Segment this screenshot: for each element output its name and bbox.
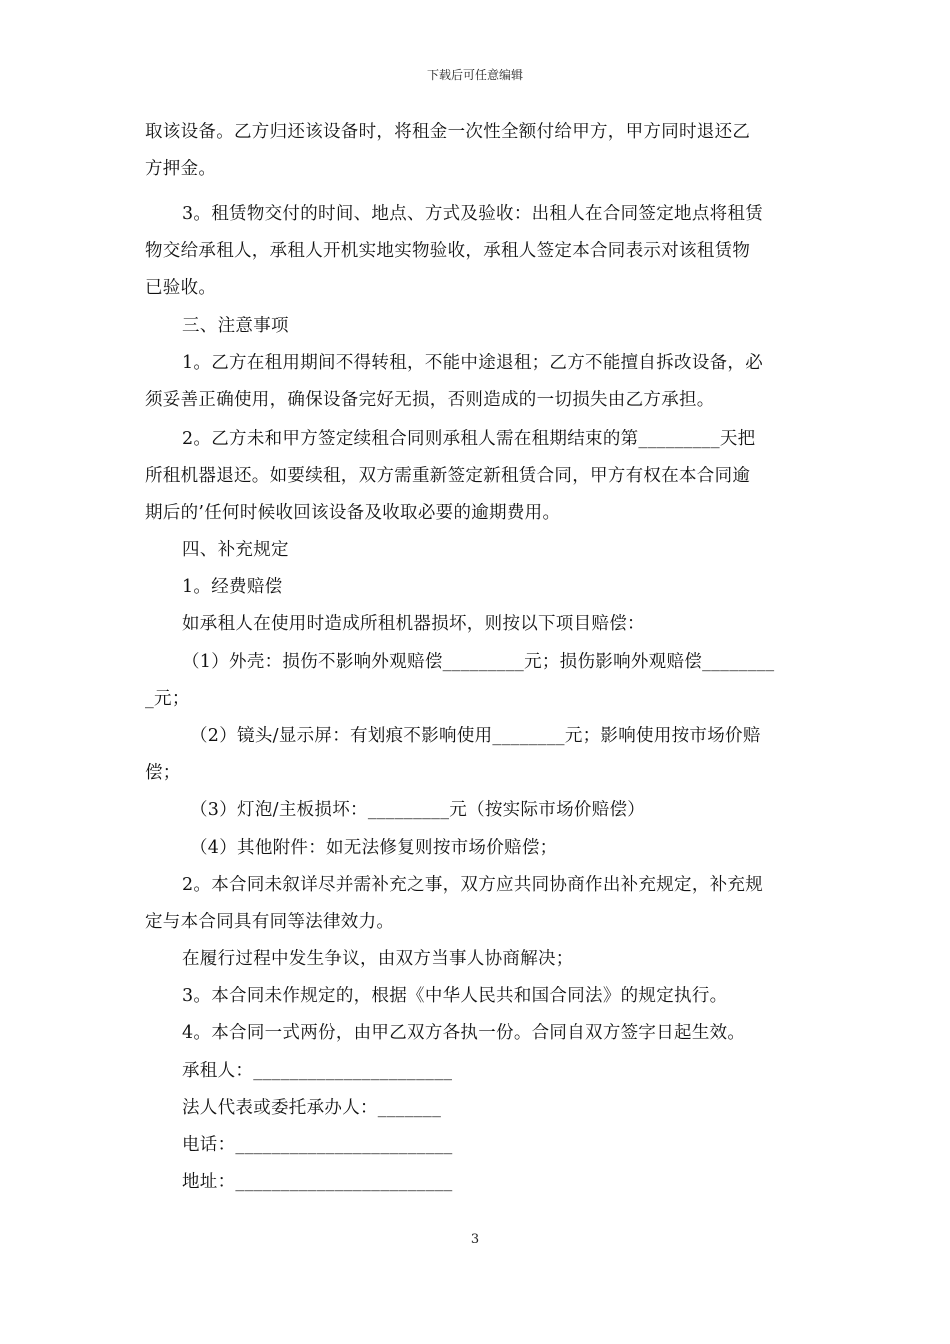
paragraph-line: 期后的’任何时候收回该设备及收取必要的逾期费用。 bbox=[145, 503, 561, 523]
compensation-item: 偿； bbox=[145, 763, 181, 783]
signature-representative-field: 法人代表或委托承办人：_______ bbox=[182, 1098, 442, 1118]
compensation-item: （4）其他附件：如无法修复则按市场价赔偿； bbox=[190, 838, 558, 858]
compensation-item: （3）灯泡/主板损坏：_________元（按实际市场价赔偿） bbox=[190, 800, 646, 820]
page-header: 下载后可任意编辑 bbox=[426, 68, 523, 82]
paragraph-line: 3。本合同未作规定的，根据《中华人民共和国合同法》的规定执行。 bbox=[182, 986, 728, 1006]
signature-lessee-field: 承租人：______________________ bbox=[182, 1061, 453, 1081]
paragraph-line: 2。乙方未和甲方签定续租合同则承租人需在租期结束的第_________天把 bbox=[182, 429, 756, 449]
paragraph-line: 须妥善正确使用，确保设备完好无损，否则造成的一切损失由乙方承担。 bbox=[145, 390, 715, 410]
paragraph-line: 1。乙方在租用期间不得转租，不能中途退租；乙方不能擅自拆改设备，必 bbox=[182, 353, 764, 373]
paragraph-line: 已验收。 bbox=[145, 278, 217, 298]
subsection-heading: 1。经费赔偿 bbox=[182, 577, 283, 597]
section-heading: 三、注意事项 bbox=[182, 316, 289, 336]
section-heading: 四、补充规定 bbox=[182, 540, 289, 560]
page-number: 3 bbox=[470, 1232, 480, 1247]
paragraph-line: 如承租人在使用时造成所租机器损坏，则按以下项目赔偿： bbox=[182, 614, 645, 634]
paragraph-line: 定与本合同具有同等法律效力。 bbox=[145, 912, 395, 932]
compensation-item: （2）镜头/显示屏：有划痕不影响使用________元；影响使用按市场价赔 bbox=[190, 726, 761, 746]
paragraph-line: 取该设备。乙方归还该设备时，将租金一次性全额付给甲方，甲方同时退还乙 bbox=[145, 122, 751, 142]
paragraph-line: 3。租赁物交付的时间、地点、方式及验收：出租人在合同签定地点将租赁 bbox=[182, 204, 764, 224]
compensation-item: （1）外壳：损伤不影响外观赔偿_________元；损伤影响外观赔偿________ bbox=[182, 652, 775, 672]
paragraph-line: 2。本合同未叙详尽并需补充之事，双方应共同协商作出补充规定，补充规 bbox=[182, 875, 764, 895]
paragraph-line: 物交给承租人，承租人开机实地实物验收，承租人签定本合同表示对该租赁物 bbox=[145, 241, 751, 261]
paragraph-line: 4。本合同一式两份，由甲乙双方各执一份。合同自双方签字日起生效。 bbox=[182, 1023, 746, 1043]
paragraph-line: 在履行过程中发生争议，由双方当事人协商解决； bbox=[182, 949, 574, 969]
paragraph-line: 方押金。 bbox=[145, 159, 217, 179]
compensation-item: _元； bbox=[145, 689, 190, 709]
paragraph-line: 所租机器退还。如要续租，双方需重新签定新租赁合同，甲方有权在本合同逾 bbox=[145, 466, 751, 486]
signature-address-field: 地址：________________________ bbox=[182, 1172, 453, 1192]
signature-phone-field: 电话：________________________ bbox=[182, 1135, 453, 1155]
